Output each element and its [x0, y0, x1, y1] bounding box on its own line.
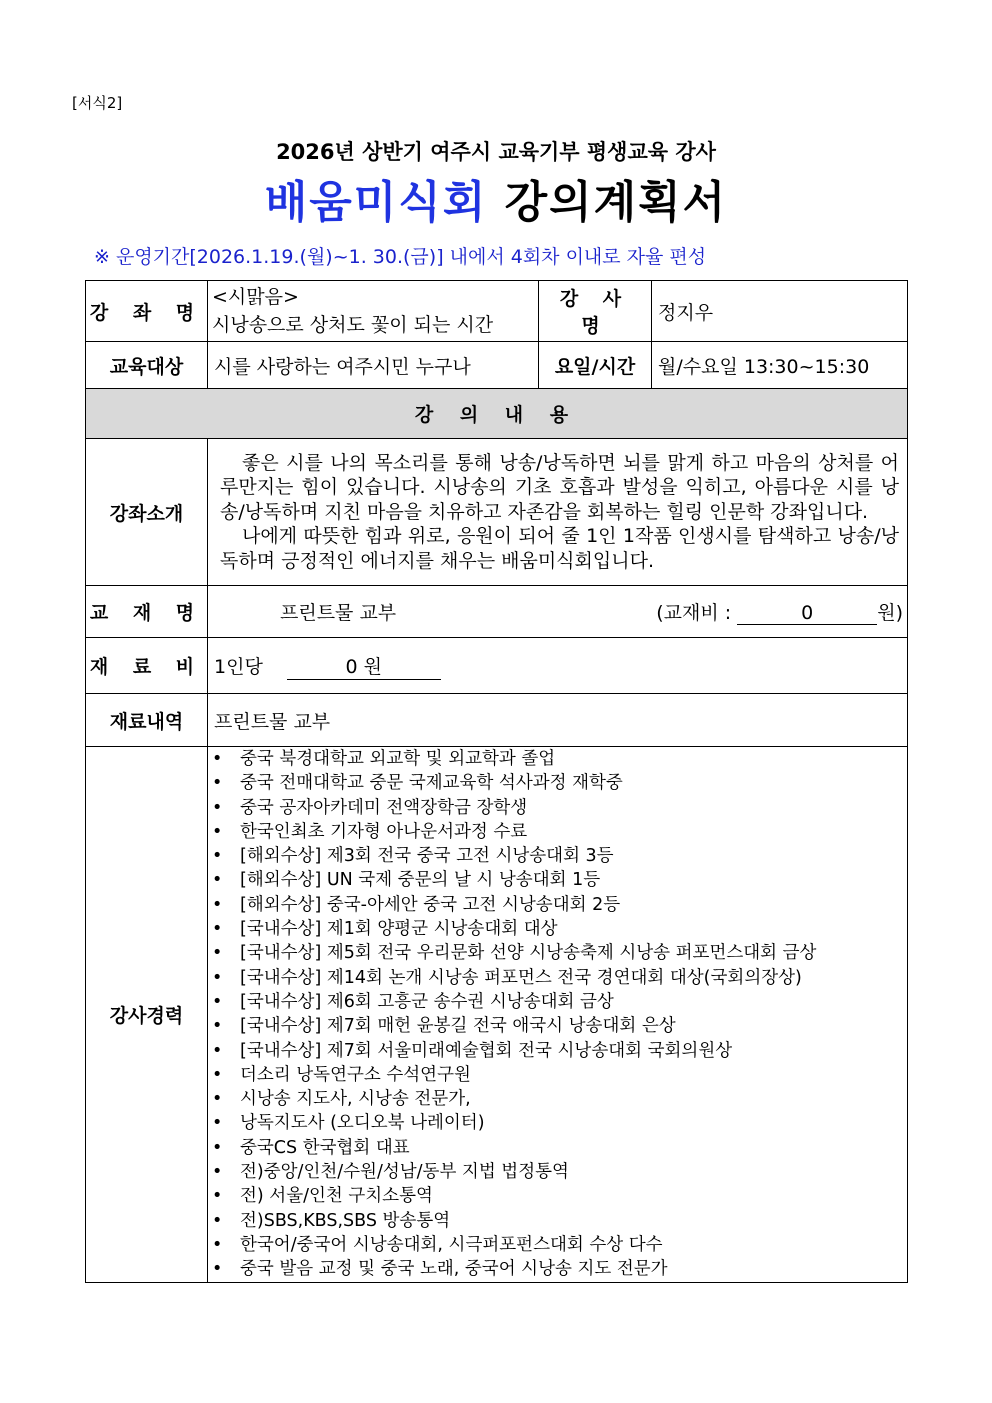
textbook-value: 프린트물 교부 — [280, 602, 397, 624]
material-fee-label: 재 료 비 — [86, 638, 208, 694]
document-subtitle: 2026년 상반기 여주시 교육기부 평생교육 강사 — [276, 140, 716, 164]
career-item: • 한국어/중국어 시낭송대회, 시극퍼포펀스대회 수상 다수 — [212, 1233, 907, 1257]
textbook-cell — [208, 586, 908, 638]
row-materials — [86, 694, 908, 747]
content-section-header: 강 의 내 용 — [86, 389, 908, 439]
target-value: 시를 사랑하는 여주시민 누구나 — [208, 342, 539, 389]
career-item: • 중국 전매대학교 중문 국제교육학 석사과정 재학중 — [212, 771, 907, 795]
course-name-cell — [208, 281, 539, 342]
career-item: • 낭독지도사 (오디오북 나레이터) — [212, 1111, 907, 1135]
instructor-name: 정지우 — [652, 281, 908, 342]
career-item: • 중국 발음 교정 및 중국 노래, 중국어 시낭송 지도 전문가 — [212, 1257, 907, 1281]
materials-label: 재료내역 — [86, 694, 208, 747]
row-course — [86, 281, 908, 342]
row-target — [86, 342, 908, 389]
textbook-fee-suffix: 원) — [877, 602, 903, 624]
career-item: • 중국 공자아카데미 전액장학금 장학생 — [212, 796, 907, 820]
row-career — [86, 747, 908, 1283]
target-label: 교육대상 — [86, 342, 208, 389]
career-list — [208, 747, 907, 1282]
career-item: • 시낭송 지도사, 시낭송 전문가, — [212, 1087, 907, 1111]
career-item: • 더소리 낭독연구소 수석연구원 — [212, 1063, 907, 1087]
intro-paragraph-2: 나에게 따뜻한 힘과 위로, 응원이 되어 줄 1인 1작품 인생시를 탐색하고 낭송/낭독하며 긍정적인 에너지를 채우는 배움미식회입니다. — [220, 525, 899, 572]
schedule-label: 요일/시간 — [539, 342, 652, 389]
title-rest: 강의계획서 — [504, 177, 728, 228]
career-item: • 전) 서울/인천 구치소통역 — [212, 1184, 907, 1208]
course-name-label: 강 좌 명 — [86, 281, 208, 342]
row-material-fee — [86, 638, 908, 694]
career-item: • [해외수상] 제3회 전국 중국 고전 시낭송대회 3등 — [212, 844, 907, 868]
career-item: • [국내수상] 제1회 양평군 시낭송대회 대상 — [212, 917, 907, 941]
career-item: • [국내수상] 제6회 고흥군 송수권 시낭송대회 금상 — [212, 990, 907, 1014]
textbook-fee-prefix: (교재비 : — [656, 602, 732, 624]
course-name-title: 시낭송으로 상처도 꽃이 되는 시간 — [212, 314, 494, 336]
title-accent: 배움미식회 — [264, 177, 488, 228]
textbook-label: 교 재 명 — [86, 586, 208, 638]
career-item: • [국내수상] 제7회 서울미래예술협회 전국 시낭송대회 국회의원상 — [212, 1039, 907, 1063]
material-fee-amount: 0 원 — [287, 652, 441, 680]
instructor-label: 강 사 명 — [539, 281, 652, 342]
intro-paragraph-1: 좋은 시를 나의 목소리를 통해 낭송/낭독하면 뇌를 맑게 하고 마음의 상처를 어루만지는 힘이 있습니다. 시낭송의 기초 호흡과 발성을 익히고, 아름다운 시를 낭송/낭독하며 지친 마음을 치유하고 자존감을 회복하는 힐링 인문학 강좌입니다. — [220, 451, 899, 523]
intro-label: 강좌소개 — [86, 439, 208, 586]
career-item: • 전)중앙/인천/수원/성남/동부 지법 법정통역 — [212, 1160, 907, 1184]
material-fee-prefix: 1인당 — [214, 655, 263, 678]
intro-text — [208, 439, 908, 586]
career-item: • [해외수상] 중국-아세안 중국 고전 시낭송대회 2등 — [212, 893, 907, 917]
career-cell — [208, 747, 908, 1283]
document-title — [0, 166, 992, 230]
row-textbook — [86, 586, 908, 638]
lecture-plan-table — [85, 280, 908, 1283]
row-intro — [86, 439, 908, 586]
career-item: • 전)SBS,KBS,SBS 방송통역 — [212, 1209, 907, 1233]
career-item: • 한국인최초 기자형 아나운서과정 수료 — [212, 820, 907, 844]
course-name-tag: <시맑음> — [212, 286, 299, 308]
career-label: 강사경력 — [86, 747, 208, 1283]
form-code: [서식2] — [72, 94, 123, 112]
career-item: • 중국CS 한국협회 대표 — [212, 1136, 907, 1160]
career-item: • 중국 북경대학교 외교학 및 외교학과 졸업 — [212, 747, 907, 771]
career-item: • [국내수상] 제7회 매헌 윤봉길 전국 애국시 낭송대회 은상 — [212, 1014, 907, 1038]
career-item: • [국내수상] 제5회 전국 우리문화 선양 시낭송축제 시낭송 퍼포먼스대회 금상 — [212, 941, 907, 965]
career-item: • [해외수상] UN 국제 중문의 날 시 낭송대회 1등 — [212, 868, 907, 892]
schedule-value: 월/수요일 13:30~15:30 — [652, 342, 908, 389]
career-item: • [국내수상] 제14회 논개 시낭송 퍼포먼스 전국 경연대회 대상(국회의장상) — [212, 966, 907, 990]
materials-value: 프린트물 교부 — [208, 694, 908, 747]
textbook-fee — [656, 598, 903, 625]
material-fee-cell — [208, 638, 908, 694]
textbook-fee-amount: 0 — [737, 602, 877, 625]
row-content-header — [86, 389, 908, 439]
period-note: ※ 운영기간[2026.1.19.(월)~1. 30.(금)] 내에서 4회차 이내로 자율 편성 — [94, 246, 707, 268]
